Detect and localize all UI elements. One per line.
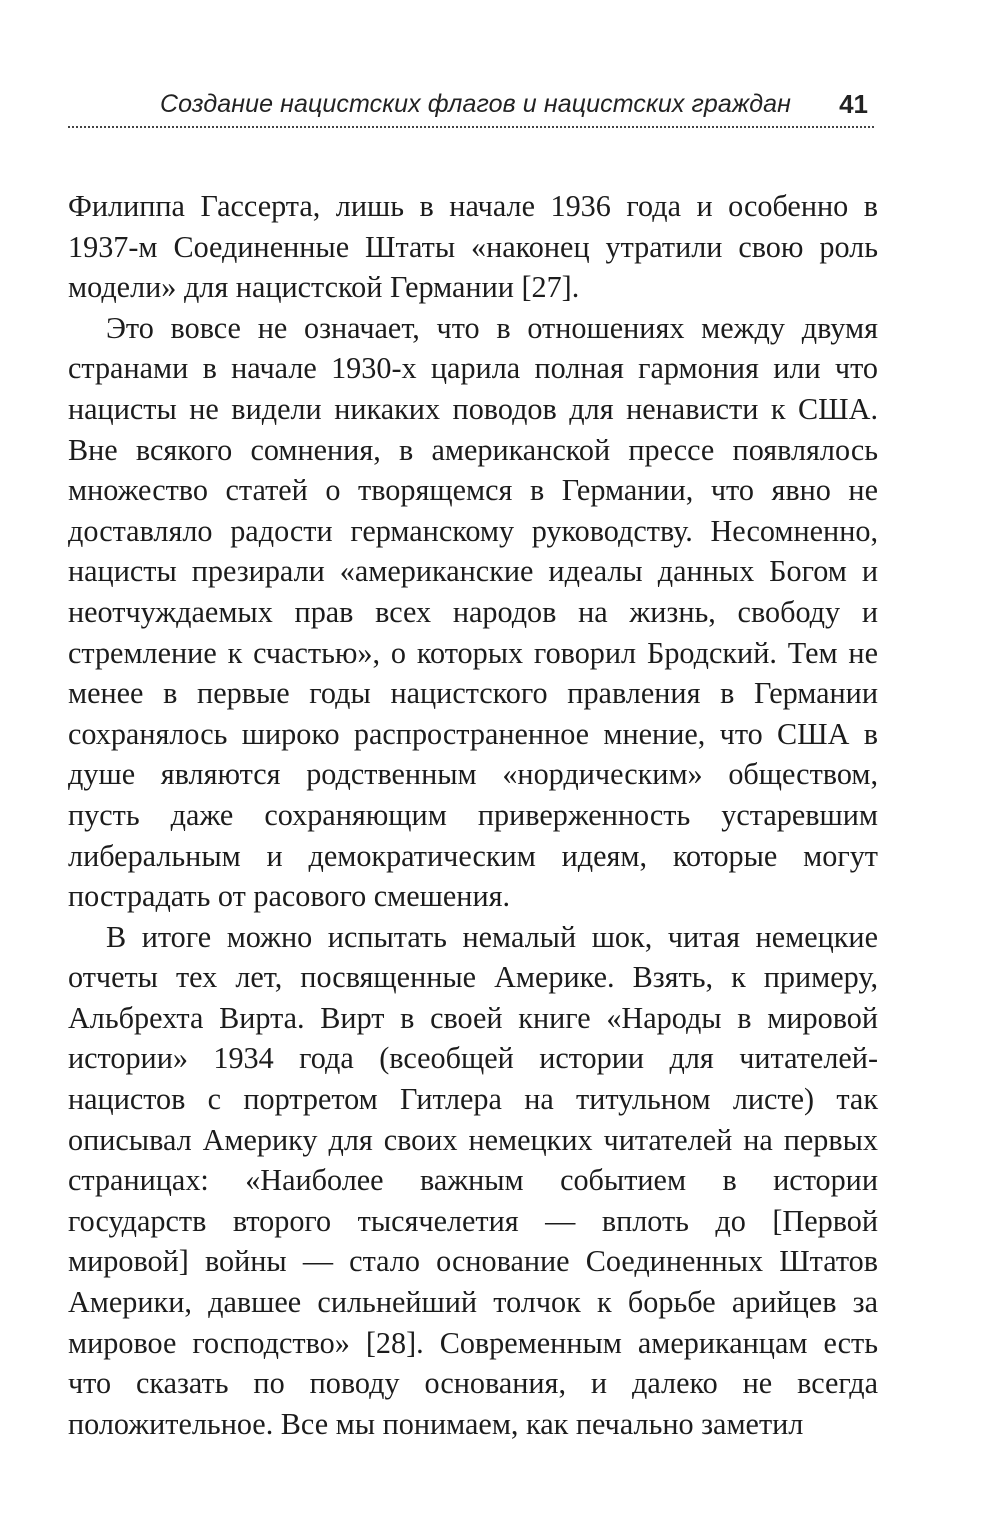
running-title: Создание нацистских флагов и нацистских граждан <box>160 90 792 118</box>
page-number: 41 <box>839 89 868 119</box>
running-header <box>68 86 874 128</box>
paragraph: В итоге можно испытать немалый шок, читая немецкие отчеты тех лет, посвященные Америке. Взять, к примеру, Альбрехта Вирта. Вирт в своей книге «Народы в мировой истории» 1934 года (всеобщей истории для читателей-нацистов с портретом Гитлера на титульном листе) так описывал Америку для своих немецких читателей на первых страницах: «Наиболее важным событием в истории государств второго тысячелетия — вплоть до [Первой мировой] войны — стало основание Соединенных Штатов Америки, давшее сильнейший толчок к борьбе арийцев за мировое господство» [28]. Современным американцам есть что сказать по поводу основания, и далеко не всегда положительное. Все мы понимаем, как печально заметил <box>68 919 878 1441</box>
paragraph: Это вовсе не означает, что в отношениях между двумя странами в начале 1930-х царила полная гармония или что нацисты не видели никаких поводов для ненависти к США. Вне всякого сомнения, в американской прессе появлялось множество статей о творящемся в Германии, что явно не доставляло радости германскому руководству. Несомненно, нацисты презирали «американские идеалы данных Богом и неотчуждаемых прав всех народов на жизнь, свободу и стремление к счастью», о которых говорил Бродский. Тем не менее в первые годы нацистского правления в Германии сохранялось широко распространенное мнение, что США в душе являются родственным «нордическим» обществом, пусть даже сохраняющим приверженность устаревшим либеральным и демократическим идеям, которые могут пострадать от расового смешения. <box>68 310 878 914</box>
paragraph-continued: Филиппа Гассерта, лишь в начале 1936 года и особенно в 1937-м Соединенные Штаты «наконец утратили свою роль модели» для нацистской Германии [27]. <box>68 189 878 305</box>
body-text <box>68 186 878 1444</box>
